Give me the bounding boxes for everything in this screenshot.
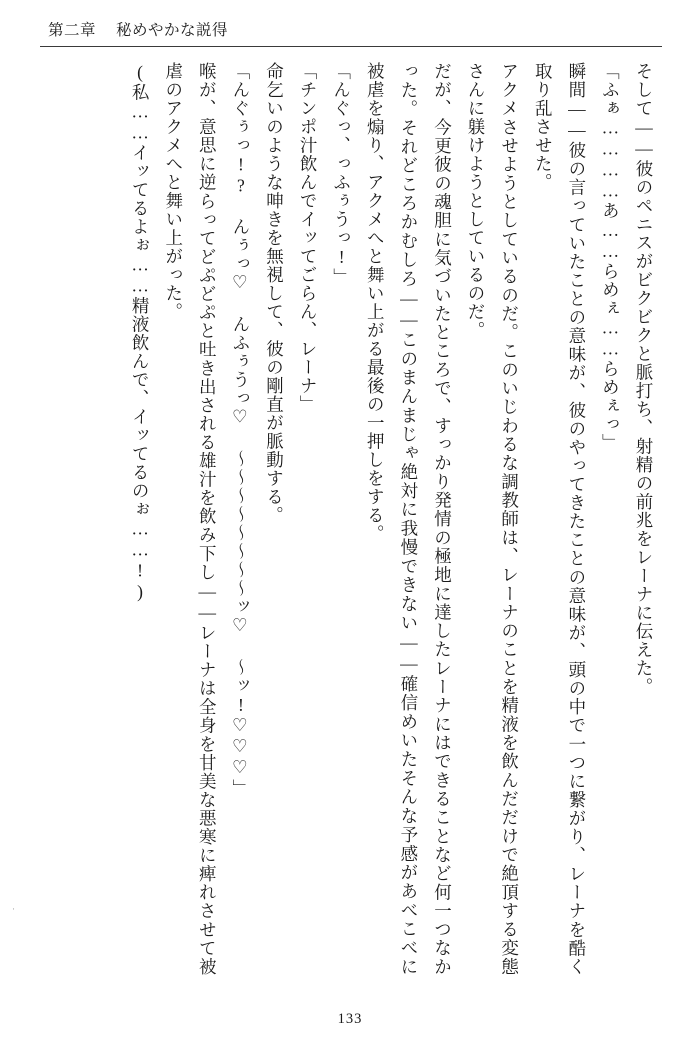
page-body [44, 62, 660, 976]
paragraph: 瞬間——彼の言っていたことの意味が、彼のやってきたことの意味が、頭の中で一つに繋がり、レーナを酷く取り乱させた。 [533, 62, 587, 976]
paragraph: だが、今更彼の魂胆に気づいたところで、すっかり発情の極地に達したレーナにはできることなど何一つなかった。それどころかむしろ——このまんまじゃ絶対に我慢できない——確信めいたそんな予感があべこべに被虐を煽り、アクメへと舞い上がる最後の一押しをする。 [365, 62, 453, 976]
vertical-text-column [44, 62, 660, 976]
page-footer [0, 1010, 700, 1028]
paragraph: そして——彼のペニスがビクビクと脈打ち、射精の前兆をレーナに伝えた。 [634, 62, 654, 696]
paragraph: 「ふぁ…………あ……らめぇ……らめぇっ」 [600, 62, 621, 452]
chapter-title: 秘めやかな説得 [116, 22, 229, 39]
header-divider [40, 46, 662, 47]
paragraph: 命乞いのような呻きを無視して、彼の剛直が脈動する。 [264, 62, 285, 525]
paragraph: 「チンポ汁飲んでイッてごらん、レーナ」 [298, 62, 319, 414]
paragraph: (私……イッてるよぉ……精液飲んで、イッてるのぉ……!) [130, 62, 151, 603]
scan-artifact-mark: · [12, 904, 15, 914]
paragraph: 「んぐぅっ!? んぅっ♡ んふぅうっ♡ 〜〜〜〜〜〜〜〜ッ♡ 〜ッ!♡♡♡」 [230, 62, 251, 798]
paragraph: 「んぐっ、っふぅうっ!」 [331, 62, 352, 287]
paragraph: アクメさせようとしているのだ。このいじわるな調教師は、レーナのことを精液を飲んだだけで絶頂する変態さんに躾けようとしているのだ。 [466, 62, 520, 976]
page-number: 133 [337, 1011, 363, 1027]
paragraph: 喉が、意思に逆らってどぷどぷと吐き出される雄汁を飲み下し——レーナは全身を甘美な悪寒に痺れさせて被虐のアクメへと舞い上がった。 [163, 62, 218, 976]
chapter-number: 第二章 [48, 22, 97, 39]
